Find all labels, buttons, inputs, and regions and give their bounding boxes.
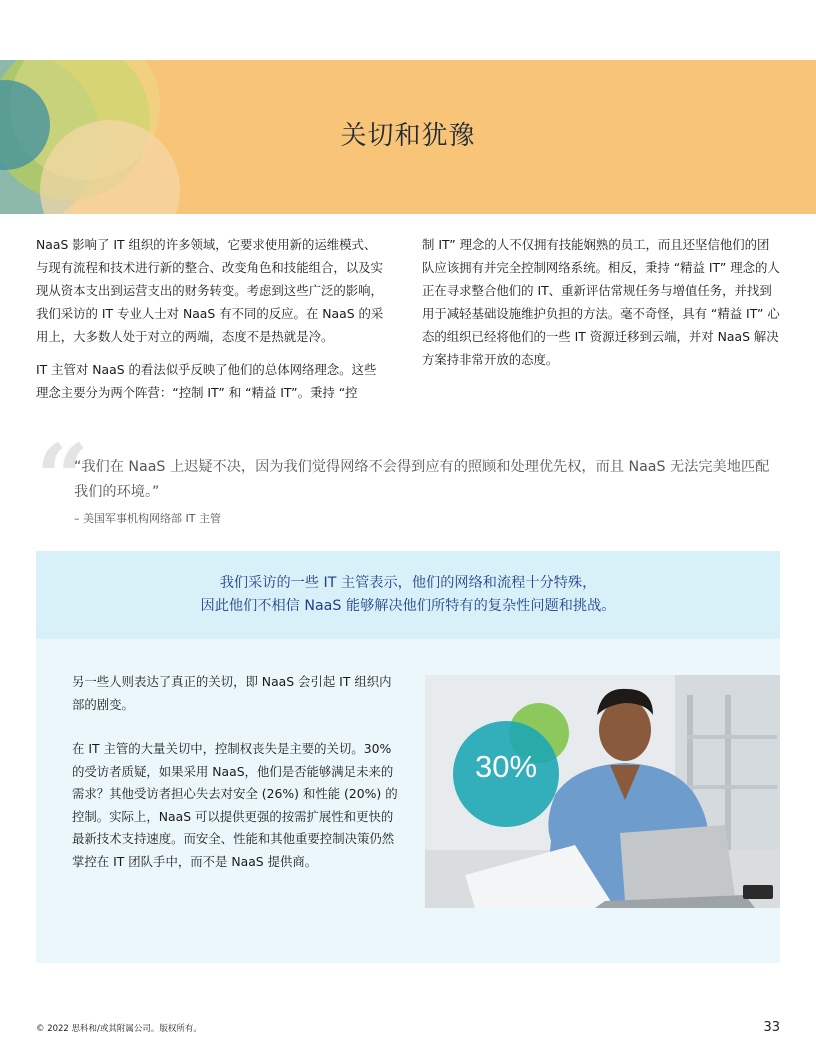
title-banner: [0, 60, 816, 214]
photo-man-at-laptop: [425, 675, 780, 908]
intro-paragraph-1: NaaS 影响了 IT 组织的许多领域，它要求使用新的运维模式、与现有流程和技术进行新的整合、改变角色和技能组合，以及实现从资本支出到运营支出的财务转变。考虑到这些广泛的影响，我们采访的 IT 专业人士对 NaaS 有不同的反应。在 NaaS 的采用上，大多数人处于对立的两端，态度不是热就是冷。: [36, 237, 384, 344]
intro-paragraph-2: IT 主管对 NaaS 的看法似乎反映了他们的总体网络理念。这些理念主要分为两个阵营：“控制 IT” 和 “精益 IT”。秉持 “控: [36, 362, 377, 400]
intro-column-right: [422, 233, 780, 381]
page-number: 33: [763, 1020, 780, 1035]
stat-percentage: 30%: [474, 749, 538, 784]
highlight-callout: [36, 551, 780, 639]
panel-text: [72, 671, 398, 895]
intro-paragraph-3: 制 IT” 理念的人不仅拥有技能娴熟的员工，而且还坚信他们的团队应该拥有并完全控制网络系统。相反，秉持 “精益 IT” 理念的人正在寻求整合他们的 IT、重新评估常规任务与增值任务，并找到用于减轻基础设施维护负担的方法。毫不奇怪，具有 “精益 IT” 心态的组织已经将他们的一些 IT 资源迁移到云端，并对 NaaS 解决方案持非常开放的态度。: [422, 237, 780, 367]
page-title: 关切和犹豫: [340, 121, 476, 151]
callout-line-1: 我们采访的一些 IT 主管表示，他们的网络和流程十分特殊，: [219, 575, 597, 591]
intro-column-left: [36, 233, 388, 414]
quote-mark-icon: “: [36, 424, 89, 532]
footer-copyright: © 2022 思科和/或其附属公司。版权所有。: [36, 1024, 202, 1034]
panel-paragraph-1: 另一些人则表达了真正的关切，即 NaaS 会引起 IT 组织内部的剧变。: [72, 674, 392, 712]
pull-quote: “我们在 NaaS 上迟疑不决，因为我们觉得网络不会得到应有的照顾和处理优先权，而且 NaaS 无法完美地匹配我们的环境。”: [74, 459, 770, 500]
panel-paragraph-2: 在 IT 主管的大量关切中，控制权丧失是主要的关切。30% 的受访者质疑，如果采用 NaaS，他们是否能够满足未来的需求？其他受访者担心失去对安全 (26%) 和性能 (20%) 的控制。实际上，NaaS 可以提供更强的按需扩展性和更快的最新技术支持速度。而安全、性能和其他重要控制决策仍然掌控在 IT 团队手中，而不是 NaaS 提供商。: [72, 741, 398, 869]
quote-attribution: – 美国军事机构网络部 IT 主管: [74, 512, 221, 525]
callout-line-2: 因此他们不相信 NaaS 能够解决他们所特有的复杂性问题和挑战。: [200, 598, 616, 614]
